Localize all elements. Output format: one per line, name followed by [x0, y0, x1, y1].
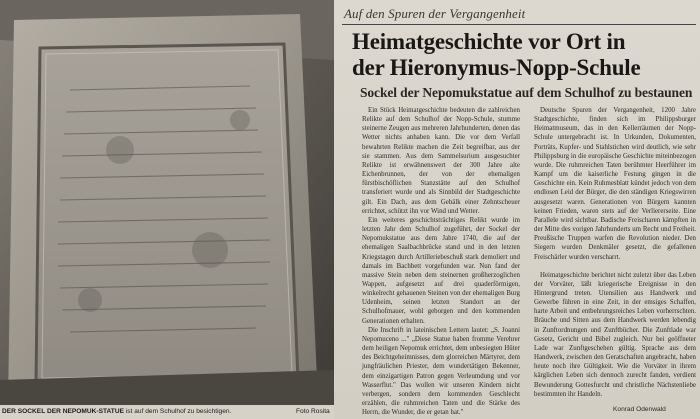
article-column-1: [362, 106, 520, 417]
photo-caption: [2, 405, 231, 419]
paragraph: Deutsche Spuren der Vergangenheit, 1200 Jahre Stadtgeschichte, finden sich im Philippsburger Heimatmuseum, das in den Kellerräumen der Nopp-Schule untergebracht ist. In Urkunden, Dokumenten, Porträts, Kupfer- und Stahlstichen wird deutlich, wie sehr Philippsburg in die europäische Geschichte miteinbezogen wurde. Die ruhmreichen Taten berühmter Heerführer im Kampf um die kaiserliche Festung gingen in die Geschichte ein. Kein Ruhmesblatt kündet jedoch von dem endlosen Leid der Bürger, die den ständigen Kriegswirren ausgesetzt waren. Generationen von Bürgern kannten keinen Frieden, waren stets auf der Verliererseite. Eine Parallele wird sichtbar. Badische Freischaren kämpften in der Mitte des vorigen Jahrhunderts um Recht und Freiheit. Preußische Truppen warfen die Revolution nieder. Den Siegern wurden Denkmäler gesetzt, die gefallenen Freischärler wurden verscharrt.: [534, 107, 696, 261]
headline-line-2: der Hieronymus-Nopp-Schule: [352, 55, 641, 80]
photo-caption-bar: [0, 405, 334, 419]
photo-image: [0, 0, 334, 419]
paragraph: Ein Stück Heimatgeschichte bedeuten die zahlreichen Relikte auf dem Schulhof der Nopp-Schule, stumme steinerne Zeugen aus mehreren Jahrhunderten, denen das Wetter nichts anhaben kann. Die vor dem Verfall bewahrten Relikte machen die Zeit begreifbar, aus der sie stammen. Aus dem Sammelsurium ausgesuchter Relikte ist erwähnenswert der 300 Jahre alte Eichenbrunnen, der von der ehemaligen fürstbischöflichen Stanzstätte auf den Schulhof transferiert wurde und als Sinnbild der Stadtgeschichte gilt. Ein Dach, aus dem Gebälk einer Zehntscheuer errichtet, schützt ihn vor Wind und Wetter.: [362, 107, 520, 215]
subheadline: Sockel der Nepomukstatue auf dem Schulhof zu bestaunen: [360, 85, 693, 100]
kicker-rule: [342, 24, 696, 25]
caption-rest: ist auf dem Schulhof zu besichtigen.: [124, 408, 232, 415]
article-column-2: [534, 106, 696, 399]
author-signature: Konrad Odenwald: [613, 406, 666, 413]
paragraph: Heimatgeschichte berichtet nicht zuletzt über das Leben der Vorväter, läßt kriegerische Ereignisse in den Hintergrund treten. Utensilien aus Handwerk und Gewerbe führen in eine Zeit, in der emsiges Schaffen, harte Arbeit und entbehrungsreiches Leben vorherrschten. Bräuche und Sitten aus dem Handwerk werden lebendig in Zunftordnungen und Zunftbücher. Die Zunftlade war Gesetz, Gericht und Bibel zugleich. Nur bei geöffneter Lade war Zunftgeschehen gültig. Sprache aus dem Handwerk, zwischen den Geratschaften angebracht, haben heute noch ihre Gültigkeit. Wie die Vorväter in ihrem kärglichen Leben sich dennoch zurecht fanden, verdient Bewunderung Gottesfurcht und christliche Nächstenliebe bestimmten ihr Handeln.: [534, 271, 696, 398]
headline: [352, 29, 700, 81]
photo-credit: Foto Rosita: [296, 408, 330, 415]
paragraph: Ein weiteres geschichtsträchtiges Relikt wurde im letzten Jahr dem Schulhof zugeführt, der Sockel der Nepomukstatue aus dem Jahre 1740, die auf der ehemaligen Saalbachbrücke stand und in den letzten Kriegstagen durch Artilleriebeschuß stark demoliert und damals im Bachbett vorgefunden war. Nun fand der massive Stein neben dem steinernen großherzoglichen Wappen, aufgesetzt auf drei quaderförmigen, winkelrecht gehauenen Steinen von der ehemaligen Burg Udenheim, seinen letzten Standort an der Schulhofmauer, wohl geborgen und den kommenden Generationen erhalten.: [362, 216, 520, 325]
statue-base-photo: [0, 0, 334, 419]
headline-line-1: Heimatgeschichte vor Ort in: [352, 29, 626, 54]
paragraph: Die Inschrift in lateinischen Lettern lautet: „S. Joanni Nepomuceno ..." „Diese Statue haben fromme Verehrer dem heiligen Nepomuk errichtet, dem unbesiegten Hüter des Beichtgeheimnisses, dem glorreichen Märtyrer, dem jungfräulichen Priester, dem wundertätigen Bekenner, dem einzigartigen Patron gegen Verleumdung und vor Wasserflut." Das wollen wir unseren Kindern nicht verbergen, sondern dem kommenden Geschlecht erzählen, die ruhmreichen Taten und die Stärke des Herrn, die Wunder, die er getan hat.": [362, 326, 520, 417]
caption-bold: DER SOCKEL DER NEPOMUK-STATUE: [2, 408, 124, 415]
kicker: Auf den Spuren der Vergangenheit: [344, 6, 526, 21]
